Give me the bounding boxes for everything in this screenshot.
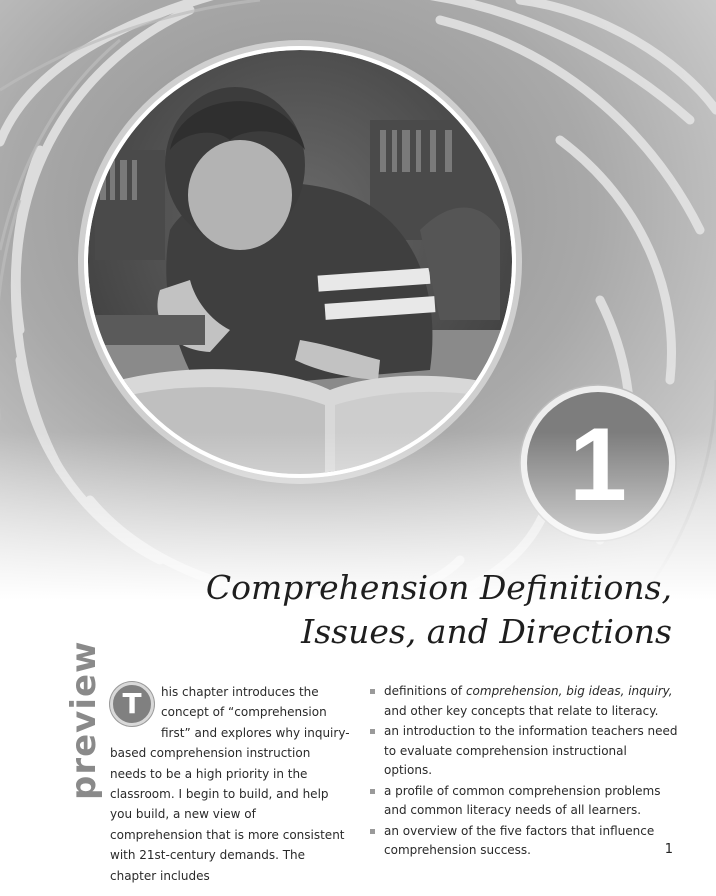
- intro-text: his chapter introduces the concept of “comprehension first” and explores why inquiry-based comprehension instruction needs to be a high priority in the classroom. I begin to build, and help you build, a new view of comprehension that is more consistent with 21st-century demands. The chapter includes: [110, 685, 350, 883]
- list-item-text: definitions of: [384, 684, 466, 698]
- page-number: 1: [664, 842, 673, 857]
- list-item-text: and other key concepts that relate to literacy.: [384, 703, 659, 718]
- chapter-title: [206, 566, 672, 654]
- list-item-text: an overview of the five factors that influence comprehension success.: [384, 823, 655, 857]
- list-item: [370, 722, 678, 781]
- preview-sidebar-label: preview: [64, 640, 104, 800]
- chapter-contents-list: [370, 682, 678, 862]
- list-item: [370, 782, 678, 821]
- chapter-title-line-2: Issues, and Directions: [301, 612, 672, 651]
- list-item-text: a profile of common comprehension problems and common literacy needs of all learners.: [384, 783, 661, 817]
- list-item: [370, 682, 678, 721]
- intro-paragraph: [110, 682, 350, 886]
- list-item: [370, 822, 678, 861]
- list-item-emphasis: comprehension, big ideas, inquiry,: [465, 684, 673, 698]
- chapter-title-line-1: Comprehension Definitions,: [205, 568, 672, 607]
- list-item-text: an introduction to the information teachers need to evaluate comprehension instructional options.: [384, 724, 678, 777]
- drop-cap: T: [110, 682, 154, 726]
